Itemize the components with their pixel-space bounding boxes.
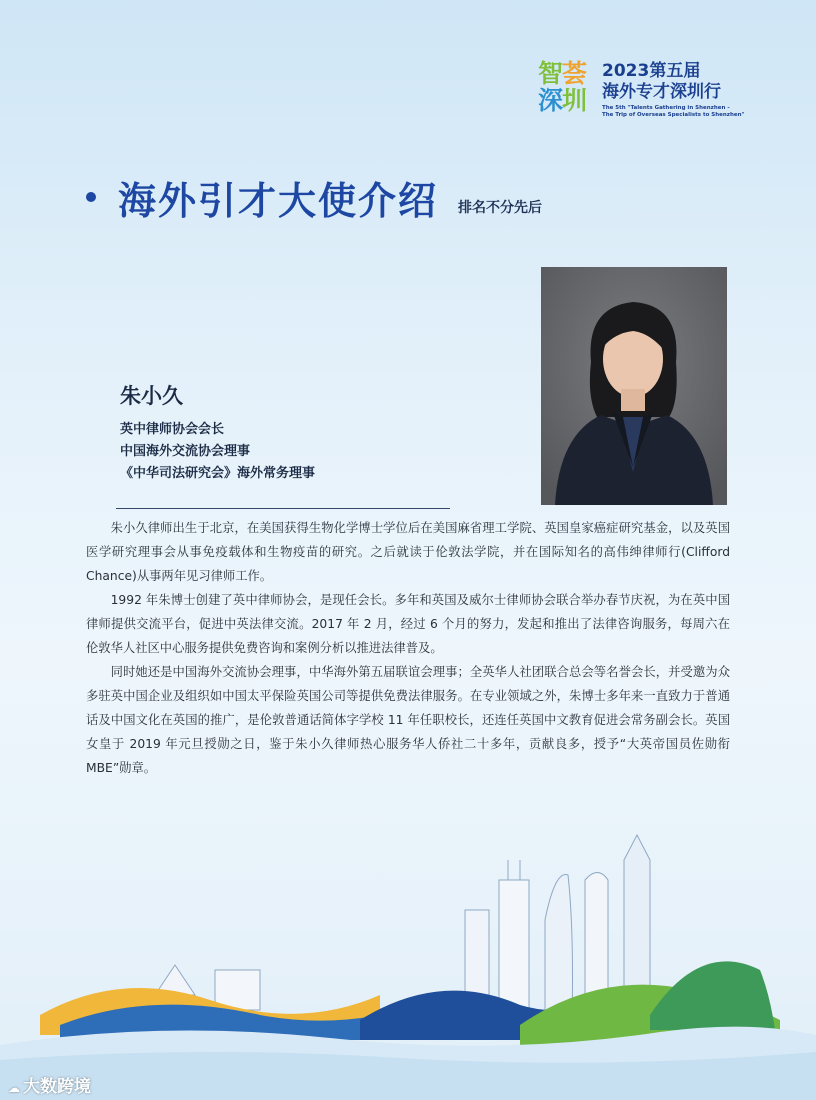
event-title-line2: 海外专才深圳行 [602, 82, 721, 102]
skyscraper-group [155, 835, 650, 1020]
watermark-text: 大数跨境 [23, 1077, 91, 1097]
event-subtitle-line1: The 5th "Talents Gathering in Shenzhen - [602, 105, 730, 111]
person-silhouette-icon [541, 267, 727, 505]
logo-char: 圳 [562, 86, 587, 115]
person-name: 朱小久 [120, 384, 183, 408]
person-title: 英中律师协会会长 [120, 422, 225, 437]
section-note: 排名不分先后 [458, 200, 542, 216]
person-titles [120, 419, 315, 485]
portrait-photo [541, 267, 727, 505]
bio-paragraph: 1992 年朱博士创建了英中律师协会，是现任会长。多年和英国及威尔士律师协会联合举办春节庆祝，为在英中国律师提供交流平台，促进中英法律交流。2017 年 2 月，经过 6 个月的努力，发起和推出了法律咨询服务，每周六在伦敦华人社区中心服务提供免费咨询和案例分析以推进法律普及。 [86, 593, 730, 655]
biography [86, 516, 730, 780]
event-subtitle [602, 105, 744, 119]
person-title: 《中华司法研究会》海外常务理事 [120, 466, 316, 481]
logo-mark [538, 60, 596, 118]
event-logo [538, 60, 778, 120]
cloud-icon: ☁ [8, 1081, 20, 1095]
bio-paragraph: 朱小久律师出生于北京，在美国获得生物化学博士学位后在美国麻省理工学院、英国皇家癌症研究基金，以及英国医学研究理事会从事免疫载体和生物疫苗的研究。之后就读于伦敦法学院，并在国际知名的高伟绅律师行(Clifford Chance)从事两年见习律师工作。 [86, 521, 730, 583]
city-skyline-illustration [0, 820, 816, 1100]
event-title-line1: 2023第五届 [602, 61, 701, 81]
logo-char: 深 [538, 86, 563, 115]
logo-char: 荟 [562, 59, 587, 88]
event-subtitle-line2: The Trip of Overseas Specialists to Shenzhen" [602, 112, 745, 118]
bullet-icon [86, 192, 96, 202]
logo-char: 智 [538, 59, 563, 88]
divider [116, 508, 450, 509]
watermark [8, 1072, 91, 1097]
event-title [602, 61, 721, 103]
person-title: 中国海外交流协会理事 [120, 444, 251, 459]
bio-paragraph: 同时她还是中国海外交流协会理事，中华海外第五届联谊会理事；全英华人社团联合总会等名誉会长，并受邀为众多驻英中国企业及组织如中国太平保险英国公司等提供免费法律服务。在专业领域之外，朱博士多年来一直致力于普通话及中国文化在英国的推广，是伦敦普通话简体字学校 11 年任职校长，还连任英国中文教育促进会常务副会长。英国女皇于 2019 年元旦授勋之日，鉴于朱小久律师热心服务华人侨社二十多年，贡献良多，授予“大英帝国员佐勋衔 MBE”勋章。 [86, 665, 730, 775]
section-title: 海外引才大使介绍 [118, 179, 439, 223]
